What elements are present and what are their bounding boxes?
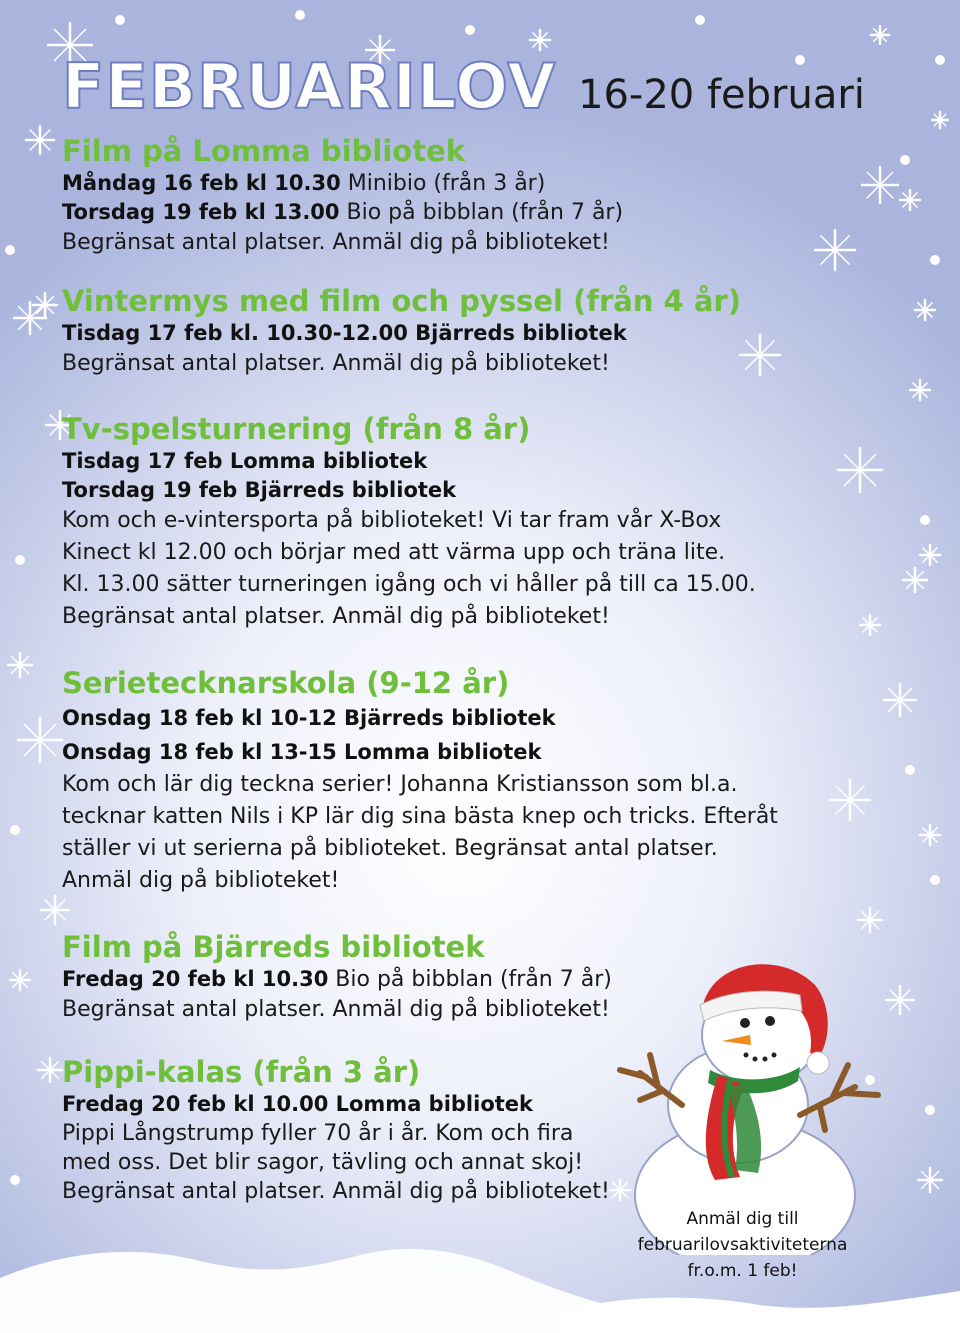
- snowflake-icon: [915, 300, 935, 320]
- snowflake-icon: [903, 568, 927, 592]
- snowflake-icon: [884, 684, 916, 716]
- event-heading: Pippi-kalas (från 3 år): [62, 1055, 421, 1089]
- snow-dot: [920, 515, 930, 525]
- snow-dot: [930, 255, 940, 265]
- snowflake-icon: [871, 26, 889, 44]
- event-text: Begränsat antal platser. Anmäl dig på biblioteket!: [62, 230, 610, 255]
- snowflake-icon: [886, 986, 914, 1014]
- event-text: Begränsat antal platser. Anmäl dig på biblioteket!: [62, 604, 610, 629]
- snow-dot: [930, 875, 940, 885]
- snowflake-icon: [530, 30, 550, 50]
- signup-note-line: Anmäl dig till: [686, 1209, 799, 1229]
- snowflake-icon: [932, 112, 948, 128]
- snowflake-icon: [900, 190, 920, 210]
- snow-dot: [465, 25, 475, 35]
- event-heading: Tv-spelsturnering (från 8 år): [62, 412, 531, 446]
- snow-dot: [905, 765, 915, 775]
- snowflake-icon: [920, 545, 940, 565]
- event-text: Anmäl dig på biblioteket!: [62, 868, 340, 893]
- snow-dot: [115, 15, 125, 25]
- event-text: Begränsat antal platser. Anmäl dig på biblioteket!: [62, 1179, 610, 1204]
- snowflake-icon: [18, 718, 62, 762]
- event-serietecknarskola: [62, 665, 822, 897]
- event-film-lomma: [62, 133, 822, 259]
- snow-dot: [925, 1105, 935, 1115]
- snow-dot: [15, 555, 25, 565]
- event-text: Kl. 13.00 sätter turneringen igång och vi håller på till ca 15.00.: [62, 572, 756, 597]
- event-text: tecknar katten Nils i KP lär dig sina bästa knep och tricks. Efteråt: [62, 804, 778, 829]
- snowflake-icon: [26, 126, 54, 154]
- event-heading: Film på Bjärreds bibliotek: [62, 930, 485, 964]
- snowflake-icon: [862, 167, 898, 203]
- snow-dot: [10, 825, 20, 835]
- event-date-line: Torsdag 19 feb kl 13.00 Bio på bibblan (från 7 år): [62, 200, 624, 225]
- event-date-line: Onsdag 18 feb kl 13-15 Lomma bibliotek: [62, 740, 542, 764]
- event-date-line: Fredag 20 feb kl 10.00 Lomma bibliotek: [62, 1092, 534, 1116]
- event-heading: Vintermys med film och pyssel (från 4 år): [62, 284, 741, 318]
- event-date-line: Tisdag 17 feb kl. 10.30-12.00 Bjärreds bibliotek: [62, 321, 627, 345]
- snowflake-icon: [41, 896, 69, 924]
- snowflake-icon: [830, 780, 870, 820]
- signup-note: [625, 1206, 860, 1284]
- poster-title: FEBRUARILOV: [62, 50, 557, 123]
- snow-dot: [900, 155, 910, 165]
- poster-header: [62, 52, 922, 122]
- snowflake-icon: [38, 1058, 62, 1082]
- signup-note-line: fr.o.m. 1 feb!: [687, 1261, 798, 1281]
- event-text: Begränsat antal platser. Anmäl dig på biblioteket!: [62, 997, 610, 1022]
- snowflake-icon: [910, 380, 930, 400]
- event-text: ställer vi ut serierna på biblioteket. Begränsat antal platser.: [62, 836, 718, 861]
- event-heading: Film på Lomma bibliotek: [62, 134, 466, 168]
- event-date-line: Fredag 20 feb kl 10.30 Bio på bibblan (från 7 år): [62, 967, 612, 992]
- snow-dot: [5, 245, 15, 255]
- event-tv-spel: [62, 411, 822, 633]
- snowflake-icon: [838, 448, 882, 492]
- poster-dates: 16-20 februari: [578, 72, 865, 118]
- signup-note-line: februarilovsaktiviteterna: [637, 1235, 848, 1255]
- snowflake-icon: [858, 908, 882, 932]
- event-text: Kom och e-vintersporta på biblioteket! Vi tar fram vår X-Box: [62, 508, 722, 533]
- event-date-line: Tisdag 17 feb Lomma bibliotek: [62, 449, 428, 473]
- event-heading: Serietecknarskola (9-12 år): [62, 666, 510, 700]
- snowflake-icon: [33, 293, 57, 317]
- snowflake-icon: [860, 615, 880, 635]
- event-date-line: Måndag 16 feb kl 10.30 Minibio (från 3 år): [62, 171, 546, 196]
- event-date-line: Torsdag 19 feb Bjärreds bibliotek: [62, 478, 457, 502]
- snow-dot: [695, 15, 705, 25]
- snowflake-icon: [14, 302, 46, 334]
- snowflake-icon: [10, 970, 30, 990]
- event-vintermys: [62, 283, 822, 380]
- event-text: Kinect kl 12.00 och börjar med att värma upp och träna lite.: [62, 540, 726, 565]
- event-text: Kom och lär dig teckna serier! Johanna Kristiansson som bl.a.: [62, 772, 738, 797]
- event-text: Pippi Långstrump fyller 70 år i år. Kom och fira: [62, 1121, 574, 1146]
- snow-dot: [935, 55, 945, 65]
- snow-dot: [295, 10, 305, 20]
- event-text: med oss. Det blir sagor, tävling och annat skoj!: [62, 1150, 584, 1175]
- event-date-line: Onsdag 18 feb kl 10-12 Bjärreds bibliotek: [62, 706, 556, 730]
- snowflake-icon: [920, 825, 940, 845]
- snowflake-icon: [8, 653, 32, 677]
- event-text: Begränsat antal platser. Anmäl dig på biblioteket!: [62, 351, 610, 376]
